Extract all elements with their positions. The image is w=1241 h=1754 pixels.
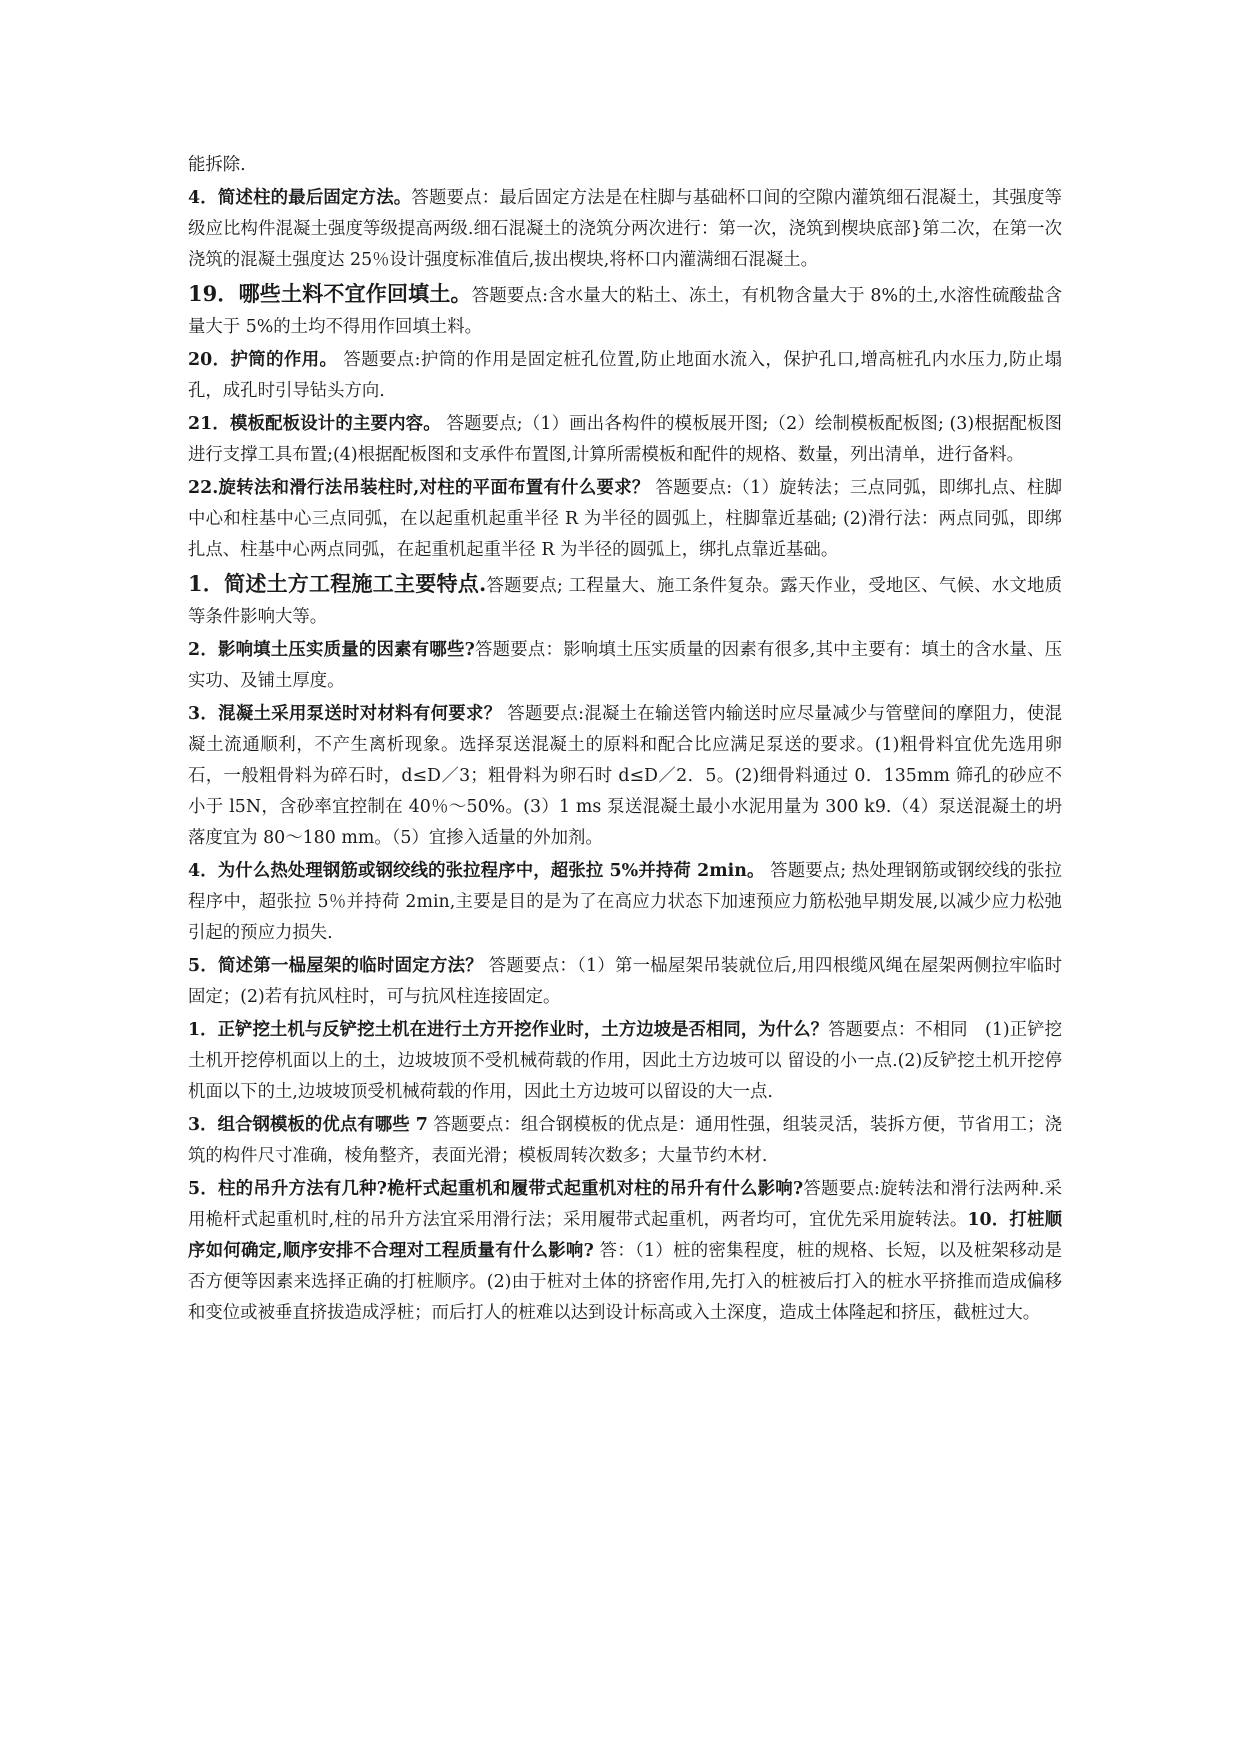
answer-text: 答题要点：组合钢模板的优点是：通用性强，组装灵活，装拆方便，节省用工；浇筑的构件尺寸准确，棱角整齐，表面光滑；模板周转次数多；大量节约木材.	[188, 1115, 1062, 1166]
question-heading: 1．简述土方工程施工主要特点.	[188, 571, 487, 596]
paragraph-q1-excavator	[188, 1015, 1062, 1108]
question-heading: 3．混凝土采用泵送时对材料有何要求？	[188, 704, 502, 724]
answer-text: 答题要点：最后固定方法是在柱脚与基础杯口间的空隙内灌筑细石混凝土，其强度等级应比构件混凝土强度等级提高两级.细石混凝土的浇筑分两次进行：第一次，浇筑到楔块底部}第二次，在第一次浇筑的混凝土强度达 25％设计强度标准值后,拔出楔块,将杯口内灌满细石混凝土。	[188, 188, 1062, 270]
paragraph-q4-tensioning	[188, 856, 1062, 949]
question-heading: 4．简述柱的最后固定方法。	[188, 188, 412, 208]
question-heading: 1．正铲挖土机与反铲挖土机在进行土方开挖作业时，土方边坡是否相同，为什么？	[188, 1020, 829, 1040]
answer-text: 答题要点:护筒的作用是固定桩孔位置,防止地面水流入，保护孔口,增高桩孔内水压力,防止塌孔，成孔时引导钻头方向.	[188, 350, 1063, 401]
paragraph-q5-roof-truss	[188, 951, 1062, 1013]
question-heading: 5．简述第一榀屋架的临时固定方法？	[188, 956, 483, 976]
answer-text: 答题要点; 工程量大、施工条件复杂。露天作业，受地区、气候、水文地质等条件影响大等。	[188, 576, 1063, 627]
answer-text: 答题要点:（1）旋转法；三点同弧，即绑扎点、柱脚中心和柱基中心三点同弧，在以起重机起重半径 R 为半径的圆弧上，柱脚靠近基础; (2)滑行法：两点同弧，即绑扎点、柱基中心两点同弧，在起重机起重半径 R 为半径的圆弧上，绑扎点靠近基础。	[188, 478, 1062, 560]
answer-text: 答题要点:混凝土在输送管内输送时应尽量减少与管壁间的摩阻力，使混凝土流通顺利，不产生离析现象。选择泵送混凝土的原料和配合比应满足泵送的要求。(1)粗骨料宜优先选用卵石，一般粗骨料为碎石时，d≤D／3；粗骨料为卵石时 d≤D／2．5。(2)细骨料通过 0．135mm 筛孔的砂应不小于 l5N，含砂率宜控制在 40％～50%。(3）1 ms 泵送混凝土最小水泥用量为 300 k9.（4）泵送混凝土的坍落度宜为 80～180 mm。（5）宜掺入适量的外加剂。	[188, 704, 1063, 848]
question-heading: 2．影响填土压实质量的因素有哪些?	[188, 640, 475, 660]
paragraph-q4-column-fixing	[188, 183, 1062, 276]
paragraph-q20-casing	[188, 345, 1062, 407]
paragraph-q21-formwork	[188, 409, 1062, 471]
answer-text: 答题要点：不相同 (1)正铲挖土机开挖停机面以上的土，边坡坡顶不受机械荷载的作用，因此土方边坡可以 留设的小一点.(2)反铲挖土机开挖停机面以下的土,边坡坡顶受机械荷载的作用，因此土方边坡可以留设的大一点.	[188, 1020, 1062, 1102]
paragraph-continuation	[188, 150, 1062, 181]
paragraph-q5-column-lifting	[188, 1174, 1062, 1329]
answer-text: 答题要点:含水量大的粘土、冻土，有机物含量大于 8%的土,水溶性硫酸盐含量大于 5%的土均不得用作回填土料。	[188, 286, 1062, 337]
paragraph-q2-compaction	[188, 635, 1062, 697]
question-heading: 5．柱的吊升方法有几种?桅杆式起重机和履带式起重机对柱的吊升有什么影响?	[188, 1179, 804, 1199]
paragraph-q3-pumping	[188, 699, 1062, 854]
document-body	[188, 150, 1062, 1331]
answer-text: 答题要点;（1）画出各构件的模板展开图;（2）绘制模板配板图; (3)根据配板图进行支撑工具布置;(4)根据配板图和支承件布置图,计算所需模板和配件的规格、数量，列出清单，进行备料。	[188, 414, 1062, 465]
answer-text: 能拆除.	[188, 155, 246, 175]
answer-text: 答题要点; 热处理钢筋或钢绞线的张拉程序中，超张拉 5％并持荷 2min,主要是目的是为了在高应力状态下加速预应力筋松弛早期发展,以减少应力松弛引起的预应力损失.	[188, 861, 1063, 943]
question-heading: 21．模板配板设计的主要内容。	[188, 414, 441, 434]
question-heading: 19．哪些土料不宜作回填土。	[188, 281, 472, 306]
answer-text: 答题要点：影响填土压实质量的因素有很多,其中主要有：填土的含水量、压实功、及铺土厚度。	[188, 640, 1062, 691]
question-heading: 10．打桩顺序如何确定,顺序安排不合理对工程质量有什么影响?	[188, 1210, 1062, 1261]
paragraph-q22-hoisting	[188, 473, 1062, 566]
answer-text: 答题要点：（1）第一榀屋架吊装就位后,用四根缆风绳在屋架两侧拉牢临时固定；(2)若有抗风柱时，可与抗风柱连接固定。	[188, 956, 1062, 1007]
paragraph-q1-earthwork	[188, 568, 1062, 633]
paragraph-q19-backfill	[188, 278, 1062, 343]
answer-text: 答题要点:旋转法和滑行法两种.采用桅杆式起重机时,柱的吊升方法宜采用滑行法；采用履带式起重机，两者均可，宜优先采用旋转法。	[188, 1179, 1063, 1230]
question-heading: 4．为什么热处理钢筋或钢绞线的张拉程序中，超张拉 5%并持荷 2min。	[188, 861, 765, 881]
paragraph-q3-steel-formwork	[188, 1110, 1062, 1172]
question-heading: 20．护筒的作用。	[188, 350, 338, 370]
question-heading: 22.旋转法和滑行法吊装柱时,对柱的平面布置有什么要求？	[188, 478, 650, 498]
question-heading: 3．组合钢模板的优点有哪些 7	[188, 1115, 428, 1135]
answer-text: 答：（1）桩的密集程度，桩的规格、长短，以及桩架移动是否方便等因素来选择正确的打桩顺序。(2)由于桩对土体的挤密作用,先打入的桩被后打入的桩水平挤推而造成偏移和变位或被垂直挤拔造成浮桩；而后打人的桩难以达到设计标高或入土深度，造成土体隆起和挤压，截桩过大。	[188, 1241, 1062, 1323]
